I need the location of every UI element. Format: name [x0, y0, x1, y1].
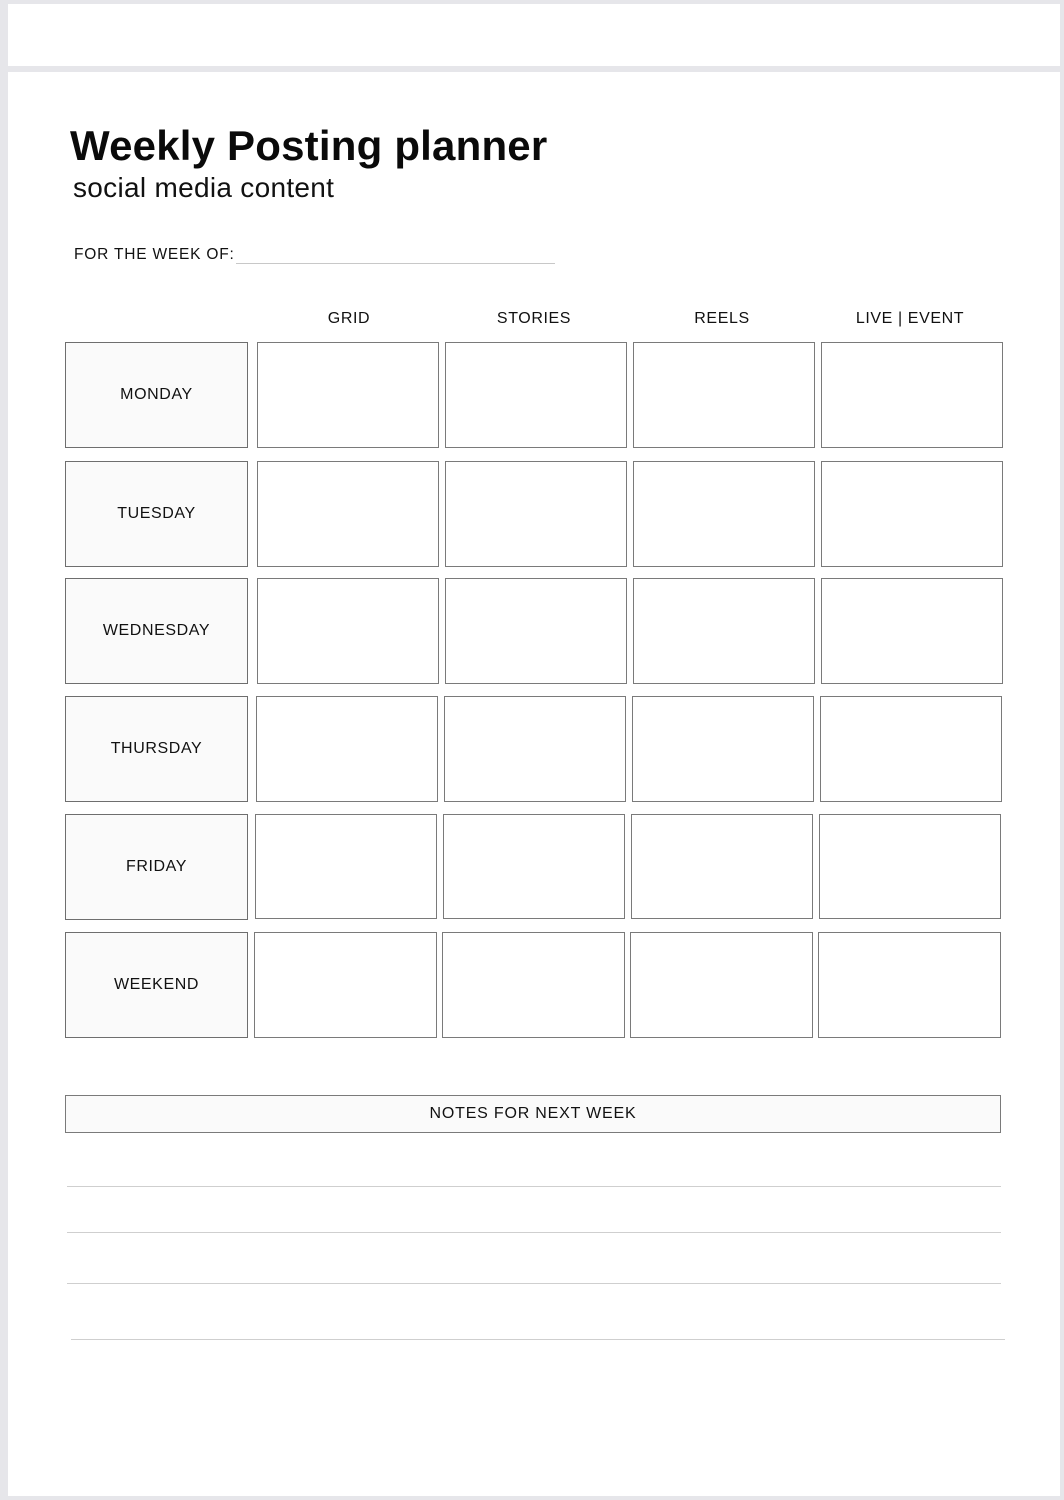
cell-monday-live-event[interactable]	[821, 342, 1003, 448]
cell-thursday-reels[interactable]	[632, 696, 814, 802]
cell-friday-live-event[interactable]	[819, 814, 1001, 919]
cell-wednesday-stories[interactable]	[445, 578, 627, 684]
cell-wednesday-reels[interactable]	[633, 578, 815, 684]
day-label-thursday: THURSDAY	[65, 696, 248, 802]
day-label-wednesday: WEDNESDAY	[65, 578, 248, 684]
notes-line[interactable]	[67, 1283, 1001, 1284]
cell-weekend-stories[interactable]	[442, 932, 625, 1038]
notes-line[interactable]	[67, 1186, 1001, 1187]
cell-friday-stories[interactable]	[443, 814, 625, 919]
notes-line[interactable]	[67, 1232, 1001, 1233]
cell-tuesday-live-event[interactable]	[821, 461, 1003, 567]
cell-tuesday-grid[interactable]	[257, 461, 439, 567]
notes-header: NOTES FOR NEXT WEEK	[65, 1095, 1001, 1133]
cell-tuesday-reels[interactable]	[633, 461, 815, 567]
cell-weekend-live-event[interactable]	[818, 932, 1001, 1038]
cell-tuesday-stories[interactable]	[445, 461, 627, 567]
column-header-live-event: LIVE | EVENT	[855, 310, 965, 327]
column-header-stories: STORIES	[496, 310, 572, 327]
page-title: Weekly Posting planner	[70, 122, 548, 169]
notes-line[interactable]	[71, 1339, 1005, 1340]
cell-monday-grid[interactable]	[257, 342, 439, 448]
cell-friday-reels[interactable]	[631, 814, 813, 919]
cell-thursday-grid[interactable]	[256, 696, 438, 802]
week-of-label: FOR THE WEEK OF:	[74, 246, 235, 263]
day-label-tuesday: TUESDAY	[65, 461, 248, 567]
cell-weekend-reels[interactable]	[630, 932, 813, 1038]
day-label-monday: MONDAY	[65, 342, 248, 448]
cell-wednesday-live-event[interactable]	[821, 578, 1003, 684]
cell-thursday-live-event[interactable]	[820, 696, 1002, 802]
column-header-grid: GRID	[327, 310, 371, 327]
cell-weekend-grid[interactable]	[254, 932, 437, 1038]
day-label-weekend: WEEKEND	[65, 932, 248, 1038]
cell-thursday-stories[interactable]	[444, 696, 626, 802]
cell-monday-reels[interactable]	[633, 342, 815, 448]
day-label-friday: FRIDAY	[65, 814, 248, 920]
cell-wednesday-grid[interactable]	[257, 578, 439, 684]
page-subtitle: social media content	[73, 172, 335, 203]
cell-monday-stories[interactable]	[445, 342, 627, 448]
top-margin-strip	[8, 4, 1060, 66]
week-of-field[interactable]	[236, 263, 555, 264]
column-header-reels: REELS	[694, 310, 750, 327]
cell-friday-grid[interactable]	[255, 814, 437, 919]
